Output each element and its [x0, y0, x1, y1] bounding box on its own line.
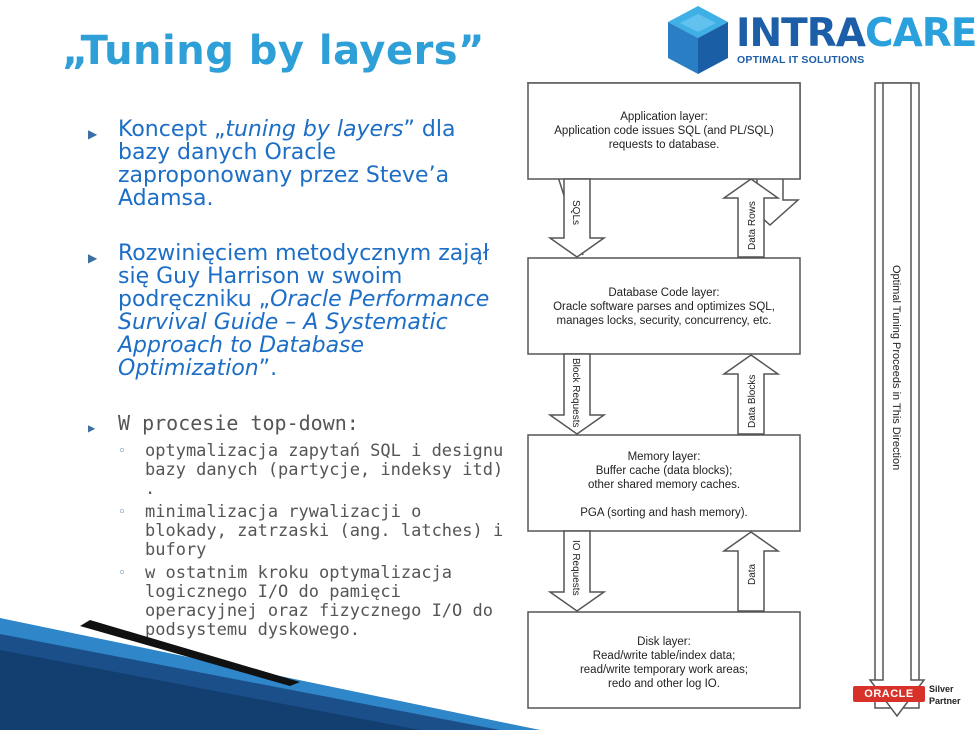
oracle-logo: ORACLE	[853, 686, 925, 702]
bullet-arrow-icon: ▶	[88, 251, 98, 265]
cube-icon	[666, 4, 730, 76]
logo-name: INTRACARE	[736, 11, 976, 56]
layer3-text: Memory layer: Buffer cache (data blocks); other shared memory caches. PGA (sorting and hash memory).	[580, 451, 748, 519]
bullet-harrison: ▶ Rozwinięciem metodycznym zajął się Guy Harrison w swoim podręczniku „Oracle Performance Survival Guide – A Systematic Approach to Database Optimization”.	[88, 241, 490, 381]
bullet-top-down: ▶ W procesie top-down:	[88, 412, 508, 434]
data-rows-label: Data Rows	[747, 201, 758, 250]
layer1-text: Application layer: Application code issues SQL (and PL/SQL) requests to database.	[554, 111, 774, 151]
partner-line1: Silver	[929, 684, 954, 694]
slide-title: „Tuning by layers”	[62, 28, 485, 74]
direction-label: Optimal Tuning Proceeds in This Direction	[890, 265, 902, 471]
decorative-bars	[0, 590, 540, 730]
bullet-arrow-icon: ▶	[88, 127, 98, 141]
sub-bullet: ◦ minimalizacja rywalizacji o blokady, zatrzaski (ang. latches) i bufory	[118, 502, 504, 560]
circle-bullet-icon: ◦	[118, 566, 126, 581]
circle-bullet-icon: ◦	[118, 444, 126, 459]
layer4-text: Disk layer: Read/write table/index data; read/write temporary work areas; redo and other log IO.	[579, 636, 749, 690]
logo-subtitle: OPTIMAL IT SOLUTIONS	[737, 54, 865, 66]
io-requests-label: IO Requests	[570, 540, 581, 596]
bullet-concept: ▶ Koncept „tuning by layers” dla bazy danych Oracle zaproponowany przez Steve’a Adamsa.	[88, 117, 456, 211]
data-label: Data	[747, 563, 758, 585]
oracle-partner-badge	[853, 680, 961, 720]
circle-bullet-icon: ◦	[118, 505, 126, 520]
data-blocks-label: Data Blocks	[747, 374, 758, 428]
intracare-logo	[664, 2, 976, 78]
block-requests-label: Block Requests	[570, 358, 581, 428]
tuning-layers-diagram	[520, 80, 940, 720]
layer2-text: Database Code layer: Oracle software parses and optimizes SQL, manages locks, security, concurrency, etc.	[553, 287, 775, 327]
partner-line2: Partner	[929, 696, 961, 706]
sub-bullet: ◦ w ostatnim kroku optymalizacja logicznego I/O do pamięci operacyjnej oraz fizycznego I/O do podsystemu dyskowego.	[118, 563, 493, 640]
sqls-label: SQLs	[570, 200, 581, 226]
bullet-arrow-icon: ▶	[88, 421, 96, 435]
bullet-list	[88, 118, 508, 644]
sub-bullet: ◦ optymalizacja zapytań SQL i designu bazy danych (partycje, indeksy itd) .	[118, 441, 504, 499]
